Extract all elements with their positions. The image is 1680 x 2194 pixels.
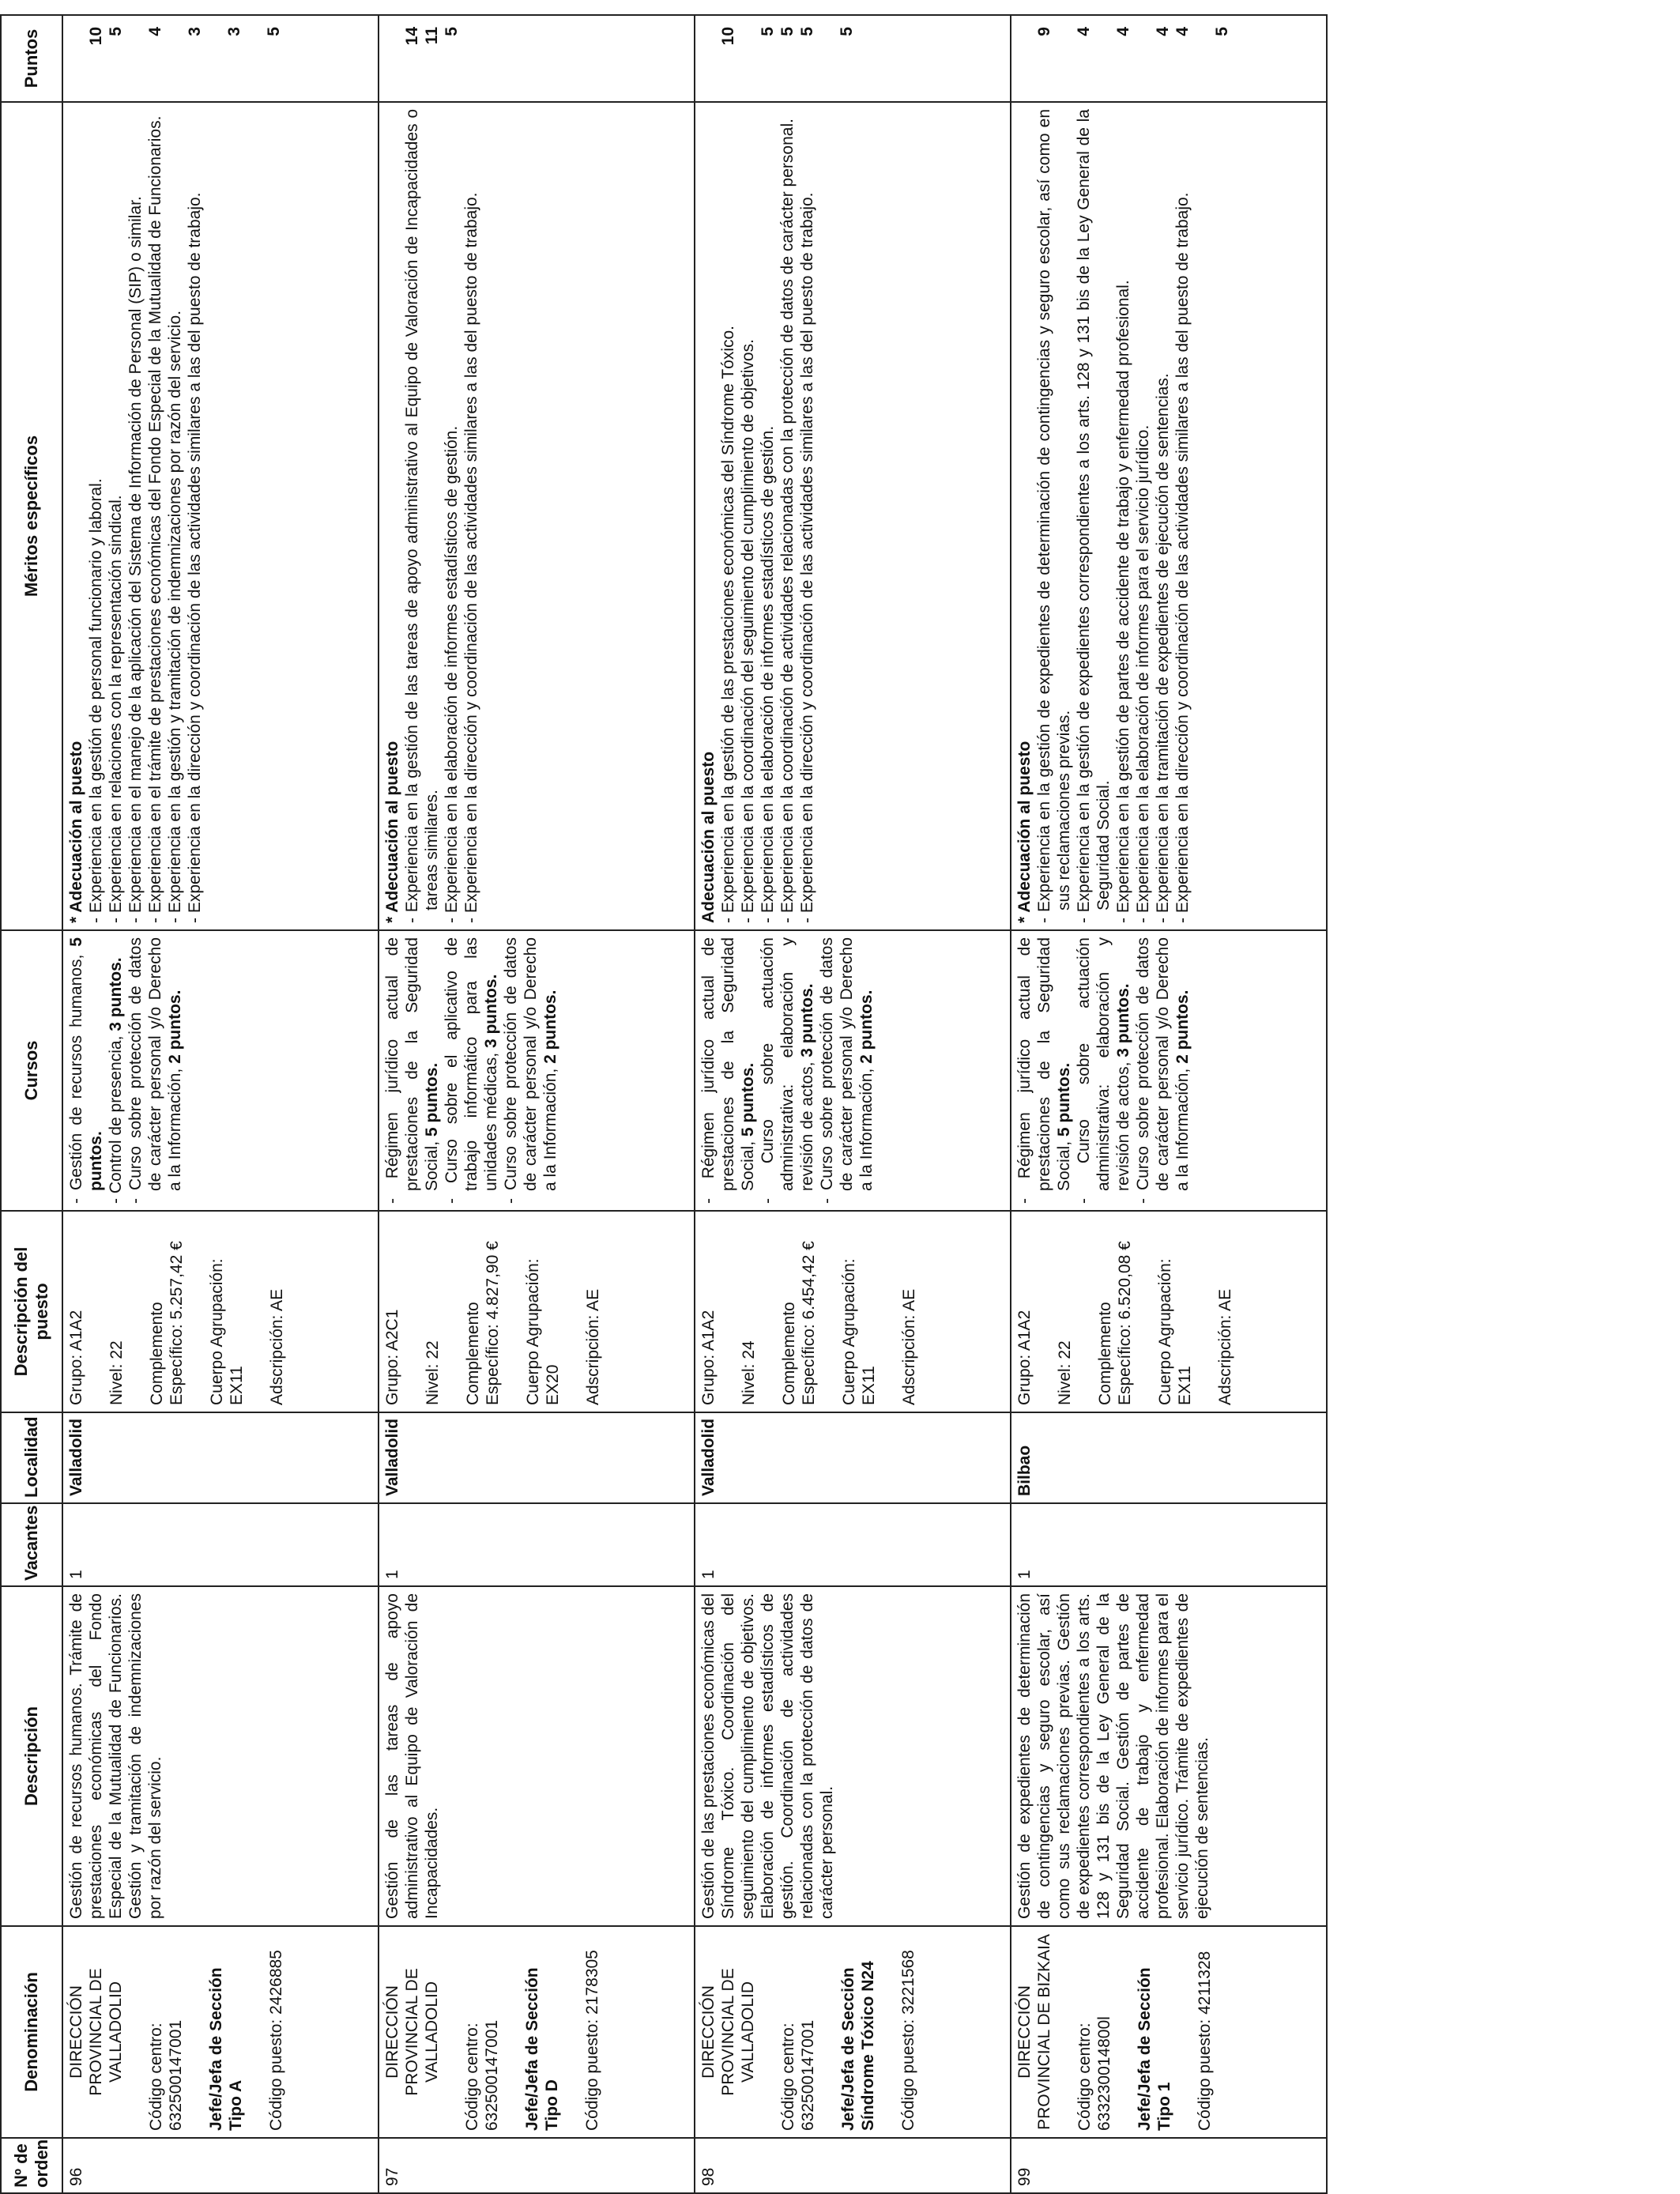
merito-item: - Experiencia en la coordinación del seguimiento del cumplimiento de objetivos. <box>739 339 757 923</box>
cell-denominacion <box>695 1926 1011 2138</box>
unit-name: DIRECCIÓN PROVINCIAL DE VALLADOLID <box>699 1968 757 2096</box>
cell-orden: 97 <box>379 2138 695 2193</box>
cell-orden: 98 <box>695 2138 1011 2193</box>
merito-item: - Experiencia en la dirección y coordinación de las actividades similares a las del puesto de trabajo. <box>462 192 480 923</box>
nivel: Nivel: 24 <box>740 1340 758 1405</box>
cell-localidad: Valladolid <box>695 1412 1011 1503</box>
codigo-puesto: Código puesto: 2178305 <box>583 1950 601 2131</box>
cell-localidad: Bilbao <box>1011 1412 1327 1503</box>
cell-puntos <box>62 15 379 102</box>
puntos-value: 5 <box>443 27 461 36</box>
puntos-value: 4 <box>1154 27 1172 36</box>
meritos-heading: Adecuación al puesto <box>699 751 718 923</box>
grupo: Grupo: A2C1 <box>383 1309 401 1405</box>
meritos-heading: * Adecuación al puesto <box>67 741 85 923</box>
cuerpo: Cuerpo Agrupación: EX20 <box>524 1258 562 1405</box>
merito-item: - Experiencia en la gestión de expedientes correspondientes a los arts. 128 y 131 bis de la Ley General de la Seguridad Social. <box>1075 109 1113 923</box>
table-row <box>1011 15 1327 2193</box>
merito-item: - Experiencia en la gestión y tramitación de indemnizaciones por razón del servicio. <box>166 310 184 923</box>
cell-descripcion-puesto <box>695 1211 1011 1412</box>
codigo-centro: Código centro: 632500147001 <box>147 2019 185 2131</box>
puntos-value: 5 <box>759 27 777 36</box>
cell-vacantes: 1 <box>695 1503 1011 1586</box>
table-row <box>695 15 1011 2193</box>
cell-puntos <box>1011 15 1327 102</box>
puntos-value: 5 <box>778 27 797 36</box>
curso-item: - Curso sobre el aplicativo de trabajo informático para las unidades médicas, 3 puntos. <box>443 937 500 1204</box>
cell-descripcion: Gestión de las tareas de apoyo administrativo al Equipo de Valoración de Incapacidades. <box>379 1586 695 1926</box>
grupo: Grupo: A1A2 <box>1015 1310 1034 1405</box>
curso-item: - Curso sobre protección de datos de carácter personal y/o Derecho a la Información, 2 puntos. <box>126 937 184 1204</box>
puntos-value: 3 <box>225 27 243 36</box>
merito-item: - Experiencia en la gestión de las tareas de apoyo administrativo al Equipo de Valoración de Incapacidades o tareas similares. <box>403 109 441 923</box>
cell-meritos <box>379 102 695 930</box>
cell-denominacion <box>1011 1926 1327 2138</box>
adscripcion: Adscripción: AE <box>1216 1288 1234 1405</box>
header-meritos: Méritos específicos <box>1 102 62 930</box>
puntos-value: 4 <box>1173 27 1192 36</box>
grupo: Grupo: A1A2 <box>67 1310 85 1405</box>
puesto-name: Jefe/Jefa de Sección Tipo 1 <box>1136 1967 1173 2131</box>
meritos-heading: * Adecuación al puesto <box>383 741 401 923</box>
merito-item: - Experiencia en la dirección y coordinación de las actividades similares a las del puesto de trabajo. <box>1173 192 1192 923</box>
puntos-value: 5 <box>838 27 856 36</box>
header-puntos: Puntos <box>1 15 62 102</box>
puesto-name: Jefe/Jefa de Sección Síndrome Tóxico N24 <box>839 1961 877 2131</box>
curso-item: - Curso sobre actuación administrativa: elaboración y revisión de actos, 3 puntos. <box>759 937 816 1204</box>
nivel: Nivel: 22 <box>424 1340 442 1405</box>
cell-cursos <box>695 930 1011 1211</box>
cell-denominacion <box>379 1926 695 2138</box>
cuerpo: Cuerpo Agrupación: EX11 <box>208 1258 246 1405</box>
grupo: Grupo: A1A2 <box>699 1310 718 1405</box>
cell-cursos <box>1011 930 1327 1211</box>
cell-descripcion: Gestión de expedientes de determinación de contingencias y seguro escolar, así como sus reclamaciones previas. Gestión de expedientes correspondientes a los arts. 128 y 131 bis de la Ley General de la Seguridad Social. Gestión de partes de accidente de trabajo y enfermedad profesional. Elaboración de informes para el servicio jurídico. Trámite de expedientes de ejecución de sentencias. <box>1011 1586 1327 1926</box>
unit-name: DIRECCIÓN PROVINCIAL DE VALLADOLID <box>383 1968 441 2096</box>
curso-item: - Curso sobre protección de datos de carácter personal y/o Derecho a la Información, 2 puntos. <box>818 937 876 1204</box>
complemento: Complemento Específico: 6.454,42 € <box>780 1241 818 1405</box>
unit-name: DIRECCIÓN PROVINCIAL DE BIZKAIA <box>1015 1934 1053 2130</box>
cell-descripcion-puesto <box>379 1211 695 1412</box>
puntos-value: 4 <box>1075 27 1093 36</box>
curso-item: - Curso sobre actuación administrativa: elaboración y revisión de actos, 3 puntos. <box>1075 937 1132 1204</box>
header-orden: Nº de orden <box>1 2138 62 2193</box>
puntos-value: 4 <box>1114 27 1132 36</box>
unit-name: DIRECCIÓN PROVINCIAL DE VALLADOLID <box>67 1968 125 2096</box>
cuerpo: Cuerpo Agrupación: EX11 <box>1156 1258 1194 1405</box>
codigo-puesto: Código puesto: 3221568 <box>899 1950 917 2131</box>
puntos-value: 10 <box>87 27 105 46</box>
cell-localidad: Valladolid <box>379 1412 695 1503</box>
cell-orden: 96 <box>62 2138 379 2193</box>
merito-item: - Experiencia en el manejo de la aplicación del Sistema de Información de Personal (SIP) o similar. <box>126 196 145 923</box>
merito-item: - Experiencia en la gestión de expedientes de determinación de contingencias y seguro escolar, así como en sus reclamaciones previas. <box>1035 109 1073 923</box>
header-descripcion: Descripción <box>1 1586 62 1926</box>
codigo-puesto: Código puesto: 4211328 <box>1196 1951 1214 2131</box>
puesto-name: Jefe/Jefa de Sección Tipo D <box>523 1967 561 2131</box>
puntos-value: 5 <box>1213 27 1231 36</box>
cell-meritos <box>62 102 379 930</box>
adscripcion: Adscripción: AE <box>584 1288 602 1405</box>
codigo-centro: Código centro: 632500147001 <box>463 2019 501 2131</box>
cuerpo: Cuerpo Agrupación: EX11 <box>840 1258 878 1405</box>
merito-item: - Experiencia en la gestión de las prestaciones económicas del Síndrome Tóxico. <box>719 325 737 923</box>
merito-item: - Experiencia en la gestión de personal funcionario y laboral. <box>87 478 105 923</box>
codigo-puesto: Código puesto: 2426885 <box>267 1950 285 2131</box>
puesto-name: Jefe/Jefa de Sección Tipo A <box>207 1967 245 2131</box>
table-row <box>62 15 379 2193</box>
cell-meritos <box>1011 102 1327 930</box>
merito-item: - Experiencia en la gestión de partes de accidente de trabajo y enfermedad profesional. <box>1114 280 1132 923</box>
header-descripcion-puesto: Descripción del puesto <box>1 1211 62 1412</box>
curso-item: - Gestión de recursos humanos, 5 puntos. <box>67 937 105 1204</box>
cell-descripcion-puesto <box>62 1211 379 1412</box>
puntos-value: 5 <box>107 27 125 36</box>
job-positions-table <box>0 14 1328 2194</box>
meritos-heading: * Adecuación al puesto <box>1015 741 1034 923</box>
curso-item: - Control de presencia, 3 puntos. <box>107 957 125 1204</box>
table-row <box>379 15 695 2193</box>
cell-vacantes: 1 <box>1011 1503 1327 1586</box>
merito-item: - Experiencia en la elaboración de informes estadísticos de gestión. <box>759 425 777 923</box>
puntos-value: 14 <box>403 27 421 46</box>
merito-item: - Experiencia en la tramitación de expedientes de ejecución de sentencias. <box>1154 373 1172 923</box>
puntos-value: 3 <box>186 27 204 36</box>
merito-item: - Experiencia en la dirección y coordinación de las actividades similares a las del puesto de trabajo. <box>186 192 204 923</box>
header-localidad: Localidad <box>1 1412 62 1503</box>
nivel: Nivel: 22 <box>107 1340 126 1405</box>
complemento: Complemento Específico: 4.827,90 € <box>464 1241 502 1405</box>
codigo-centro: Código centro: 632500147001 <box>779 2019 817 2131</box>
puntos-value: 11 <box>423 27 441 45</box>
cell-cursos <box>62 930 379 1211</box>
merito-item: - Experiencia en el trámite de prestaciones económicas del Fondo Especial de la Mutualidad de Funcionarios. <box>146 115 164 923</box>
nivel: Nivel: 22 <box>1056 1340 1074 1405</box>
codigo-centro: Código centro: 633230014800l <box>1075 2016 1113 2131</box>
cell-vacantes: 1 <box>62 1503 379 1586</box>
cell-cursos <box>379 930 695 1211</box>
table-header-row <box>1 15 62 2193</box>
curso-item: - Régimen jurídico actual de prestaciones de la Seguridad Social, 5 puntos. <box>383 937 441 1204</box>
complemento: Complemento Específico: 6.520,08 € <box>1096 1241 1134 1405</box>
puntos-value: 9 <box>1035 27 1053 36</box>
cell-puntos <box>379 15 695 102</box>
puntos-value: 5 <box>798 27 816 36</box>
cell-descripcion: Gestión de las prestaciones económicas del Síndrome Tóxico. Coordinación del seguimiento del cumplimiento de objetivos. Elaboración de informes estadísticos de gestión. Coordinación de actividades relacionadas con la protección de datos de carácter personal. <box>695 1586 1011 1926</box>
cell-localidad: Valladolid <box>62 1412 379 1503</box>
curso-item: - Curso sobre protección de datos de carácter personal y/o Derecho a la Información, 2 puntos. <box>1134 937 1192 1204</box>
adscripcion: Adscripción: AE <box>900 1288 918 1405</box>
header-denominacion: Denominación <box>1 1926 62 2138</box>
cell-meritos <box>695 102 1011 930</box>
merito-item: - Experiencia en relaciones con la representación sindical. <box>107 495 125 923</box>
cell-descripcion-puesto <box>1011 1211 1327 1412</box>
cell-vacantes: 1 <box>379 1503 695 1586</box>
merito-item: - Experiencia en la dirección y coordinación de las actividades similares a las del puesto de trabajo. <box>798 192 816 923</box>
merito-item: - Experiencia en la elaboración de informes para el servicio jurídico. <box>1134 424 1152 923</box>
curso-item: - Régimen jurídico actual de prestaciones de la Seguridad Social, 5 puntos. <box>1015 937 1073 1204</box>
rotated-table-wrapper <box>0 16 1328 2194</box>
cell-descripcion: Gestión de recursos humanos. Trámite de prestaciones económicas del Fondo Especial de la Mutualidad de Funcionarios. Gestión y tramitación de indemnizaciones por razón del servicio. <box>62 1586 379 1926</box>
cell-orden: 99 <box>1011 2138 1327 2193</box>
curso-item: - Régimen jurídico actual de prestaciones de la Seguridad Social, 5 puntos. <box>699 937 757 1204</box>
header-vacantes: Vacantes <box>1 1503 62 1586</box>
puntos-value: 5 <box>265 27 283 36</box>
puntos-value: 10 <box>719 27 737 46</box>
complemento: Complemento Específico: 5.257,42 € <box>148 1241 186 1405</box>
merito-item: - Experiencia en la elaboración de informes estadísticos de gestión. <box>443 425 461 923</box>
curso-item: - Curso sobre protección de datos de carácter personal y/o Derecho a la Información, 2 puntos. <box>502 937 559 1204</box>
header-cursos: Cursos <box>1 930 62 1211</box>
cell-denominacion <box>62 1926 379 2138</box>
merito-item: - Experiencia en la coordinación de actividades relacionadas con la protección de datos de carácter personal. <box>778 119 797 923</box>
cell-puntos <box>695 15 1011 102</box>
adscripcion: Adscripción: AE <box>268 1288 286 1405</box>
puntos-value: 4 <box>146 27 164 36</box>
